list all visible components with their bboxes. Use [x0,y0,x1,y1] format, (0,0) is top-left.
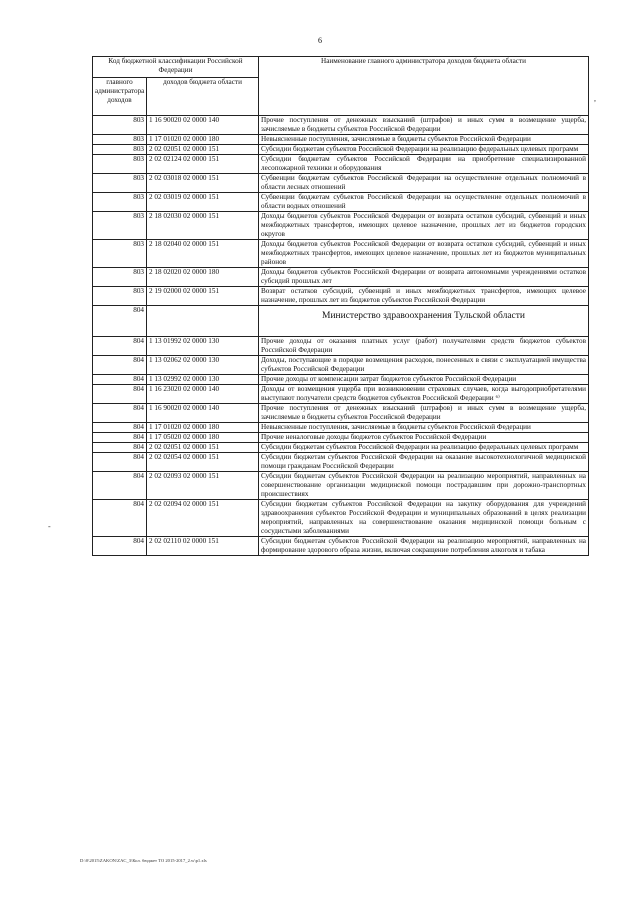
ministry-row [93,306,589,337]
table-row [93,443,589,453]
table-row [93,375,589,385]
table-row [93,145,589,155]
page-number: 6 [318,36,322,45]
admin-code-cell: 804 [93,500,147,537]
admin-code-cell: 804 [93,443,147,453]
income-name-cell: Доходы бюджетов субъектов Российской Федерации от возврата автономными учреждениями остатков субсидий прошлых лет [259,268,589,287]
income-code-cell: 1 13 01992 02 0000 130 [147,337,259,356]
ministry-name: Министерство здравоохранения Тульской области [259,306,589,337]
table-header-row [93,57,589,78]
admin-code-cell: 804 [93,356,147,375]
admin-code-cell: 803 [93,116,147,135]
income-code-cell: 1 16 23020 02 0000 140 [147,385,259,404]
income-name-cell: Субсидии бюджетам субъектов Российской Федерации на реализацию мероприятий, направленных на формирование здорового образа жизни, включая сокращение потребления алкоголя и табака [259,537,589,556]
admin-code-cell: 803 [93,145,147,155]
income-code-cell: 2 02 02124 02 0000 151 [147,155,259,174]
table-row [93,116,589,135]
admin-code-cell: 804 [93,537,147,556]
income-name-cell: Невыясненные поступления, зачисляемые в бюджеты субъектов Российской Федерации [259,135,589,145]
table-row [93,404,589,423]
table-row [93,135,589,145]
income-code-cell: 1 17 05020 02 0000 180 [147,433,259,443]
table-row [93,500,589,537]
income-code-cell: 2 02 02051 02 0000 151 [147,443,259,453]
table-row [93,287,589,306]
admin-code-cell: 803 [93,135,147,145]
income-name-cell: Субсидии бюджетам субъектов Российской Федерации на приобретение специализированной лесопожарной техники и оборудования [259,155,589,174]
income-code-cell: 1 16 90020 02 0000 140 [147,116,259,135]
table-row [93,240,589,268]
income-code-cell: 1 16 90020 02 0000 140 [147,404,259,423]
income-code-cell: 2 19 02000 02 0000 151 [147,287,259,306]
admin-code-cell: 804 [93,472,147,500]
income-name-cell: Субсидии бюджетам субъектов Российской Федерации на оказание высокотехнологичной медицинской помощи гражданам Российской Федерации [259,453,589,472]
table-row [93,174,589,193]
income-code-cell: 1 13 02992 02 0000 130 [147,375,259,385]
table-row [93,155,589,174]
table-body-803 [93,116,589,306]
income-name-cell: Субвенции бюджетам субъектов Российской Федерации на осуществление отдельных полномочий в области лесных отношений [259,174,589,193]
income-name-cell: Прочие неналоговые доходы бюджетов субъектов Российской Федерации [259,433,589,443]
income-code-cell: 2 02 02094 02 0000 151 [147,500,259,537]
admin-code-cell: 804 [93,433,147,443]
income-name-cell: Субвенции бюджетам субъектов Российской Федерации на осуществление отдельных полномочий в области водных отношений [259,193,589,212]
income-name-cell: Прочие поступления от денежных взысканий (штрафов) и иных сумм в возмещение ущерба, зачисляемые в бюджеты субъектов Российской Федерации [259,404,589,423]
admin-code-cell: 804 [93,337,147,356]
admin-code-cell: 804 [93,453,147,472]
table-row [93,472,589,500]
income-name-cell: Доходы, поступающие в порядке возмещения расходов, понесенных в связи с эксплуатацией имущества субъектов Российской Федерации [259,356,589,375]
margin-comma-mark: , [594,94,596,103]
admin-code-cell: 804 [93,385,147,404]
income-code-cell: 1 13 02062 02 0000 130 [147,356,259,375]
table-row [93,453,589,472]
table-row [93,268,589,287]
ministry-section [93,306,589,337]
name-header: Наименование главного администратора доходов бюджета области [259,57,589,116]
admin-code-cell: 803 [93,212,147,240]
admin-code-cell: 803 [93,240,147,268]
admin-code-cell: 804 [93,404,147,423]
income-name-cell: Субсидии бюджетам субъектов Российской Федерации на реализацию федеральных целевых программ [259,145,589,155]
income-name-cell: Прочие доходы от компенсации затрат бюджетов субъектов Российской Федерации [259,375,589,385]
table-row [93,356,589,375]
income-code-cell: 2 18 02020 02 0000 180 [147,268,259,287]
income-name-cell: Доходы от возмещения ущерба при возникновении страховых случаев, когда выгодоприобретателями выступают получатели средств бюджетов субъектов Российской Федерации ⁶⁾ [259,385,589,404]
income-name-cell: Доходы бюджетов субъектов Российской Федерации от возврата остатков субсидий, субвенций и иных межбюджетных трансфертов, имеющих целевое назначение, прошлых лет из бюджетов городских округов [259,212,589,240]
admin-subheader: главного администратора доходов [93,78,147,116]
income-name-cell: Доходы бюджетов субъектов Российской Федерации от возврата остатков субсидий, субвенций и иных межбюджетных трансфертов, имеющих целевое назначение, прошлых лет из бюджетов муниципальных районов [259,240,589,268]
table-row [93,337,589,356]
income-code-cell: 2 18 02030 02 0000 151 [147,212,259,240]
table-row [93,193,589,212]
income-code-cell: 1 17 01020 02 0000 180 [147,423,259,433]
income-name-cell: Прочие поступления от денежных взысканий (штрафов) и иных сумм в возмещение ущерба, зачисляемые в бюджеты субъектов Российской Федерации [259,116,589,135]
income-name-cell: Субсидии бюджетам субъектов Российской Федерации на реализацию мероприятий, направленных на совершенствование организации медицинской помощи пострадавшим при дорожно-транспортных происшествиях [259,472,589,500]
income-code-cell [147,306,259,337]
income-administrators-table [92,56,589,556]
admin-code-cell: 803 [93,193,147,212]
admin-code-cell: 803 [93,268,147,287]
admin-code-cell: 804 [93,375,147,385]
income-code-cell: 2 02 03018 02 0000 151 [147,174,259,193]
income-subheader: доходов бюджета области [147,78,259,116]
income-code-cell: 2 02 03019 02 0000 151 [147,193,259,212]
table-row [93,212,589,240]
income-code-cell: 2 18 02040 02 0000 151 [147,240,259,268]
table-row [93,433,589,443]
income-name-cell: Субсидии бюджетам субъектов Российской Федерации на закупку оборудования для учреждений здравоохранения субъектов Российской Федерации и муниципальных образований в целях реализации мероприятий, направленных на совершенствование оказания медицинской помощи больным с сосудистыми заболеваниями [259,500,589,537]
income-name-cell: Прочие доходы от оказания платных услуг (работ) получателями средств бюджетов субъектов Российской Федерации [259,337,589,356]
table-body-804 [93,337,589,556]
margin-dash-mark: - [48,522,51,531]
income-code-cell: 2 02 02093 02 0000 151 [147,472,259,500]
income-name-cell: Субсидии бюджетам субъектов Российской Федерации на реализацию федеральных целевых программ [259,443,589,453]
income-name-cell: Невыясненные поступления, зачисляемые в бюджеты субъектов Российской Федерации [259,423,589,433]
income-code-cell: 2 02 02110 02 0000 151 [147,537,259,556]
admin-code-cell: 804 [93,423,147,433]
table-row [93,423,589,433]
admin-code-cell: 803 [93,287,147,306]
income-name-cell: Возврат остатков субсидий, субвенций и иных межбюджетных трансфертов, имеющих целевое назначение, прошлых лет из бюджетов субъектов Российской Федерации [259,287,589,306]
admin-code-cell: 803 [93,155,147,174]
table-row [93,537,589,556]
admin-code-cell: 804 [93,306,147,337]
admin-code-cell: 803 [93,174,147,193]
kbk-header: Код бюджетной классификации Российской Федерации [93,57,259,78]
income-code-cell: 2 02 02054 02 0000 151 [147,453,259,472]
table-row [93,385,589,404]
income-code-cell: 2 02 02051 02 0000 151 [147,145,259,155]
income-code-cell: 1 17 01020 02 0000 180 [147,135,259,145]
footer-file-path: D:\0\2015\ZAKON\ZAC_3\Кол. бюджет ТО 2015-2017_2.w\р1.xls [80,858,207,863]
